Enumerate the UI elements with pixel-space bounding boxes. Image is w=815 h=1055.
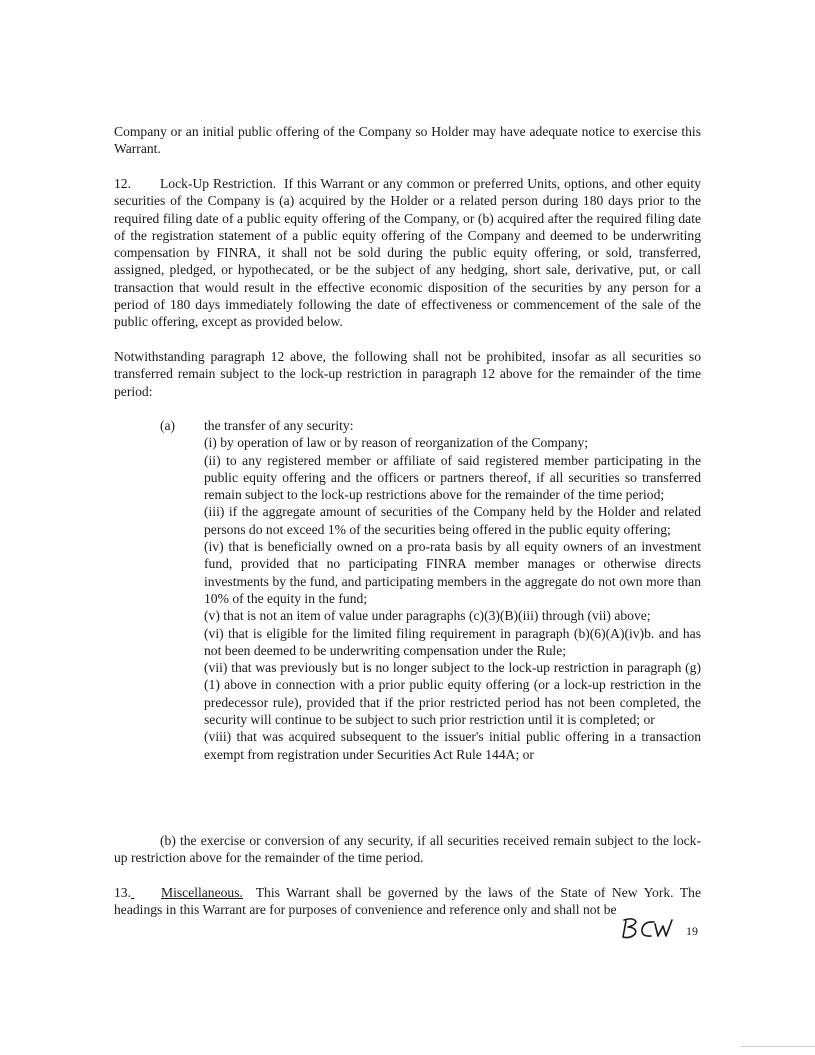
- page-number: 19: [686, 924, 698, 938]
- section-12-heading: Lock-Up Restriction.: [160, 176, 277, 191]
- handwritten-initials: [620, 914, 682, 944]
- section-13-number: 13.: [114, 885, 131, 900]
- notwithstanding-paragraph: Notwithstanding paragraph 12 above, the following shall not be prohibited, insofar as all securities so transferred remain subject to the lock-up restriction in paragraph 12 above for the remainder of the time period:: [114, 349, 701, 399]
- item-a-iii: (iii) if the aggregate amount of securities of the Company held by the Holder and related persons do not exceed 1% of the securities being offered in the public equity offering;: [204, 504, 701, 537]
- item-a-v: (v) that is not an item of value under paragraphs (c)(3)(B)(iii) through (vii) above;: [204, 608, 651, 624]
- item-a-viii: (viii) that was acquired subsequent to the issuer's initial public offering in a transaction exempt from registration under Securities Act Rule 144A; or: [204, 729, 701, 762]
- intro-paragraph: Company or an initial public offering of the Company so Holder may have adequate notice to exercise this Warrant.: [114, 124, 701, 157]
- item-a-iv: (iv) that is beneficially owned on a pro-rata basis by all equity owners of an investment fund, provided that no participating FINRA member manages or otherwise directs investments by the fund, and participating members in the aggregate do not own more than 10% of the equity in the fund;: [204, 539, 701, 606]
- item-a-ii: (ii) to any registered member or affiliate of said registered member participating in the public equity offering and the officers or partners thereof, if all securities so transferred remain subject to the lock-up restrictions above for the remainder of the time period;: [204, 452, 701, 503]
- section-13-body: This Warrant shall be governed by the laws of the State of New York. The headings in this Warrant are for purposes of convenience and reference only and shall not be: [114, 885, 701, 918]
- section-12-paragraph: [114, 175, 701, 331]
- item-a-list: [204, 417, 701, 763]
- section-13-heading: Miscellaneous.: [161, 885, 243, 900]
- item-a-i: (i) by operation of law or by reason of reorganization of the Company;: [204, 435, 589, 451]
- section-13-paragraph: [114, 884, 701, 919]
- scan-edge-line: [740, 1046, 815, 1047]
- section-12-body: If this Warrant or any common or preferred Units, options, and other equity securities of the Company is (a) acquired by the Holder or a related person during 180 days prior to the required filing date of a public equity offering of the Company, or (b) acquired after the required filing date of the registration statement of a public equity offering of the Company and deemed to be underwriting compensation by FINRA, it shall not be sold during the public equity offering, or sold, transferred, assigned, pledged, or hypothecated, or be the subject of any hedging, short sale, derivative, put, or call transaction that would result in the effective economic disposition of the securities by any person for a period of 180 days immediately following the date of effectiveness or commencement of the sale of the public offering, except as provided below.: [114, 176, 701, 330]
- item-a-vi: (vi) that is eligible for the limited filing requirement in paragraph (b)(6)(A)(iv)b. and has not been deemed to be underwriting compensation under the Rule;: [204, 625, 701, 658]
- item-b-paragraph: (b) the exercise or conversion of any security, if all securities received remain subject to the lock-up restriction above for the remainder of the time period.: [114, 833, 701, 866]
- item-a-intro: the transfer of any security:: [204, 418, 354, 433]
- section-12-number: 12.: [114, 176, 131, 191]
- item-a-label: (a): [160, 418, 176, 433]
- item-a-vii: (vii) that was previously but is no longer subject to the lock-up restriction in paragraph (g)(1) above in connection with a prior public equity offering (or a lock-up restriction in the predecessor rule), provided that if the prior restricted period has not been completed, the security will continue to be subject to such prior restriction until it is completed; or: [204, 660, 701, 728]
